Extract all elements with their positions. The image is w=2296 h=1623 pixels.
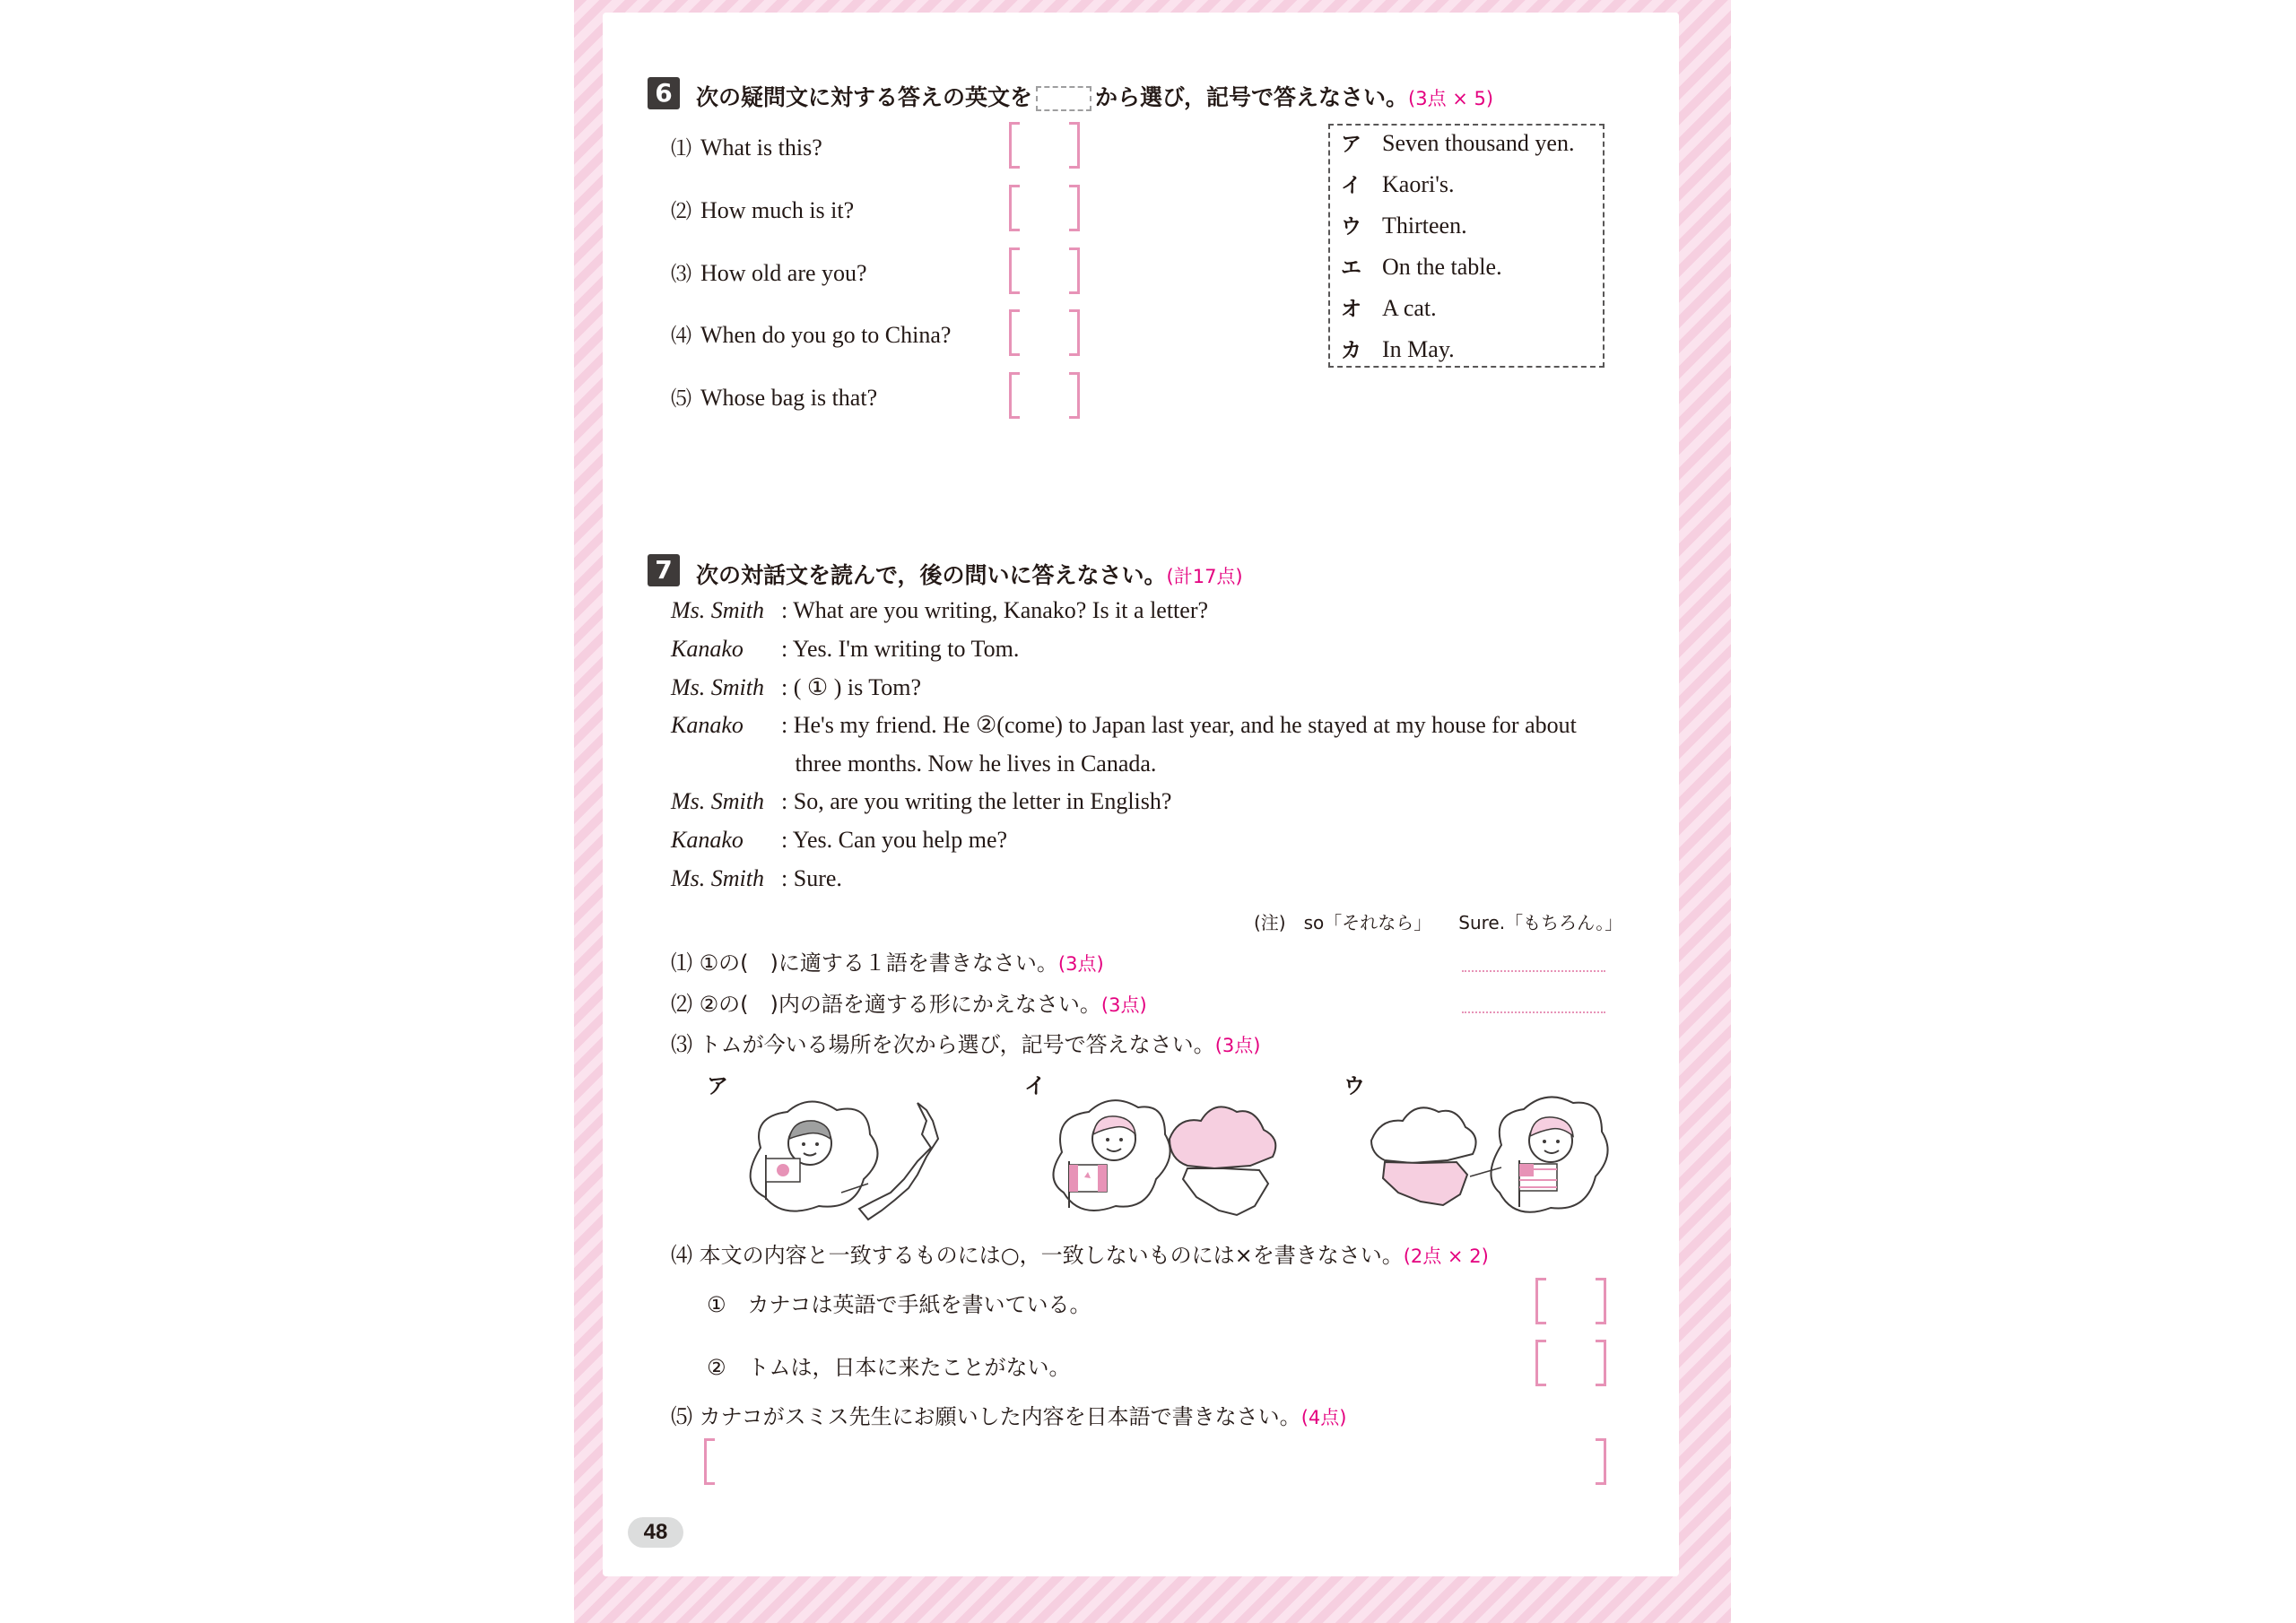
answer-line-7-2[interactable]: [1462, 1011, 1605, 1013]
question-6-5: ⑸ Whose bag is that?: [671, 385, 878, 411]
section-6-number: 6: [648, 77, 680, 109]
dialogue-line-5: Ms. Smith : So, are you writing the letter in English?: [671, 788, 1172, 814]
dialogue-line-4b: three months. Now he lives in Canada.: [795, 751, 1157, 777]
dialogue-line-4: Kanako : He's my friend. He ②(come) to Japan last year, and he stayed at my house for about: [671, 712, 1577, 738]
choices-box: [1328, 124, 1605, 368]
instruction-part-2: から選び，記号で答えなさい。: [1095, 84, 1409, 110]
choice-a: ア Seven thousand yen.: [1341, 130, 1575, 156]
section-7-number: 7: [648, 554, 680, 586]
question-7-4: ⑷ 本文の内容と一致するものには○，一致しないものには×を書きなさい。(2点 × 2): [671, 1243, 1489, 1268]
dialogue-line-3: Ms. Smith : ( ① ) is Tom?: [671, 674, 922, 700]
question-6-2: ⑵ How much is it?: [671, 197, 855, 223]
section-6-points: (3点 × 5): [1408, 88, 1494, 109]
page-number: 48: [628, 1517, 683, 1548]
dialogue-line-7: Ms. Smith : Sure.: [671, 865, 842, 891]
section-7-points: (計17点): [1166, 566, 1243, 587]
illustration-canada: [1044, 1089, 1313, 1228]
question-7-1: ⑴ ①の( )に適する１語を書きなさい。(3点): [671, 950, 1104, 976]
section-6-instruction: [696, 80, 1493, 112]
choice-i: イ Kaori's.: [1341, 171, 1455, 197]
question-7-4-item-2: ② トムは，日本に来たことがない。: [707, 1355, 1071, 1380]
question-6-4: ⑷ When do you go to China?: [671, 322, 952, 348]
question-6-1: ⑴ What is this?: [671, 135, 822, 161]
dialogue-line-6: Kanako : Yes. Can you help me?: [671, 827, 1008, 853]
illustration-japan: [734, 1094, 958, 1228]
dialogue-line-2: Kanako : Yes. I'm writing to Tom.: [671, 636, 1020, 662]
choice-ka: カ In May.: [1341, 336, 1455, 362]
picture-label-a: ア: [707, 1073, 728, 1098]
choice-e: エ On the table.: [1341, 254, 1502, 280]
question-7-2: ⑵ ②の( )内の語を適する形にかえなさい。(3点): [671, 992, 1147, 1017]
instruction-part-1: 次の疑問文に対する答えの英文を: [696, 84, 1033, 110]
question-7-4-item-1: ① カナコは英語で手紙を書いている。: [707, 1292, 1091, 1317]
section-7-instruction: 次の対話文を読んで，後の問いに答えなさい。(計17点): [696, 562, 1243, 588]
question-7-5: ⑸ カナコがスミス先生にお願いした内容を日本語で書きなさい。(4点): [671, 1404, 1347, 1429]
choice-box-reference: [1036, 86, 1091, 111]
picture-label-i: イ: [1024, 1073, 1046, 1098]
illustration-usa: [1367, 1087, 1618, 1230]
answer-line-7-1[interactable]: [1462, 970, 1605, 972]
choice-u: ウ Thirteen.: [1341, 213, 1467, 239]
question-6-3: ⑶ How old are you?: [671, 260, 867, 286]
question-7-3: ⑶ トムが今いる場所を次から選び，記号で答えなさい。(3点): [671, 1032, 1261, 1057]
dialogue-line-1: Ms. Smith : What are you writing, Kanako? Is it a letter?: [671, 597, 1209, 623]
choice-o: オ A cat.: [1341, 295, 1437, 321]
vocab-note: (注) so「それなら」 Sure.「もちろん。」: [1254, 912, 1623, 933]
picture-label-u: ウ: [1344, 1073, 1365, 1098]
